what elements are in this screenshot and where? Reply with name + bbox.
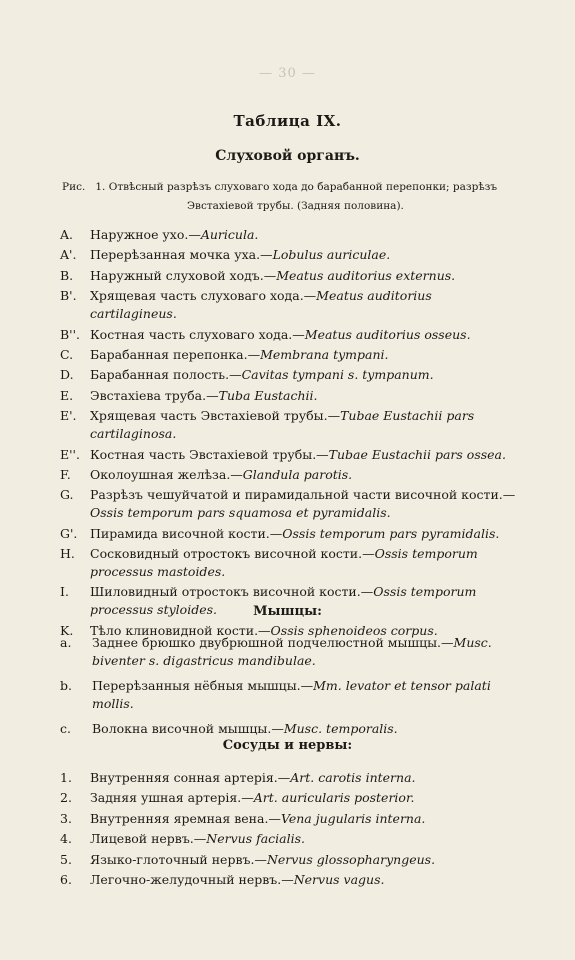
item-label: 2. [60,790,72,806]
item-russian-name: Внутренняя яремная вена.— [90,810,281,826]
item-latin-name: Musc. temporalis. [283,721,398,736]
caption-line-1 [62,178,522,197]
item-russian-name: Заднее брюшко двубрюшной подчелюстной мышцы.— [92,635,454,650]
item-label: 1. [60,770,72,785]
item-label: a. [60,635,72,650]
item-label: B''. [60,326,81,342]
item-russian-name: Языко-глоточный нервъ.— [90,851,267,867]
caption-text-1: Отвѣсный разрѣзъ слуховаго хода до барабанной перепонки; разрѣзъ [108,181,498,193]
item-latin-name: Tubae Eustachii pars ossea. [328,446,506,462]
item-latin-name: Meatus auditorius cartilagineus. [90,288,432,322]
item-russian-name: Пирамида височной кости.— [90,525,283,541]
list-item [60,810,522,828]
list-item [60,407,522,443]
item-latin-name: Nervus vagus. [293,871,385,887]
item-latin-name: Tubae Eustachii pars cartilaginosa. [90,408,475,442]
item-label: E. [60,387,74,403]
item-russian-name: Шиловидный отростокъ височной кости.— [90,584,374,600]
list-item [60,366,522,384]
list-item [60,634,522,670]
list-item [60,246,522,264]
page-number: — 30 — [259,66,316,81]
list-item [60,871,522,889]
item-label: 3. [60,810,72,826]
item-label: A. [60,227,74,242]
item-label: E''. [60,446,80,462]
muscles-list [60,634,522,745]
item-label: D. [60,367,74,383]
item-label: I. [60,584,69,600]
item-russian-name: Перерѣзанныя нёбныя мышцы.— [92,678,314,693]
list-item [60,486,522,522]
item-latin-name: Meatus auditorius externus. [276,267,456,283]
item-russian-name: Околоушная желѣза.— [90,466,243,482]
item-latin-name: Meatus auditorius osseus. [304,326,471,342]
item-label: 4. [60,831,72,847]
item-label: 5. [60,851,72,867]
item-latin-name: Nervus facialis. [206,831,305,847]
list-item [60,677,522,713]
item-russian-name: Внутренняя сонная артерія.— [90,770,291,785]
item-russian-name: Костная часть Эвстахіевой трубы.— [90,446,329,462]
item-latin-name: Ossis sphenoideos corpus. [270,622,438,638]
list-item [60,466,522,484]
item-latin-name: Cavitas tympani s. tympanum. [241,367,434,383]
item-latin-name: Auricula. [200,227,259,242]
item-russian-name: Лицевой нервъ.— [90,831,207,847]
list-item [60,525,522,543]
item-latin-name: Musc. biventer s. digastricus mandibulae. [92,635,492,668]
item-latin-name: Lobulus auriculae. [272,247,391,263]
list-item [60,789,522,807]
muscles-heading: Мышцы: [253,604,322,619]
list-item [60,851,522,869]
item-russian-name: Хрящевая часть Эвстахіевой трубы.— [90,408,341,424]
item-russian-name: Барабанная полость.— [90,367,242,383]
item-russian-name: Наружное ухо.— [90,227,201,242]
list-item [60,769,522,787]
item-latin-name: Art. auricularis posterior. [253,790,415,806]
item-latin-name: Membrana tympani. [260,346,389,362]
item-label: c. [60,721,71,736]
page-title: Таблица IX. [233,112,342,130]
item-latin-name: Ossis temporum pars squamosa et pyramidalis. [90,505,391,521]
item-russian-name: Эвстахіева труба.— [90,387,219,403]
list-item [60,387,522,405]
list-item [60,267,522,285]
item-russian-name: Перерѣзанная мочка уха.— [90,247,273,263]
item-latin-name: Tuba Eustachii. [218,387,318,403]
figure-caption [62,178,522,216]
item-russian-name: Костная часть слуховаго хода.— [90,326,305,342]
item-label: G'. [60,525,78,541]
list-item [60,545,522,581]
item-russian-name: Наружный слуховой ходъ.— [90,267,277,283]
caption-label: Рис. [62,181,86,193]
item-latin-name: Ossis temporum processus mastoides. [90,546,478,580]
item-label: K. [60,622,74,638]
item-russian-name: Легочно-желудочный нервъ.— [90,871,294,887]
caption-line-2: Эвстахіевой трубы. (Задняя половина). [187,200,404,212]
item-label: F. [60,466,71,482]
item-russian-name: Сосковидный отростокъ височной кости.— [90,546,375,562]
item-label: E'. [60,408,77,424]
item-label: B. [60,267,74,283]
item-russian-name: Хрящевая часть слуховаго хода.— [90,288,317,304]
item-latin-name: Ossis temporum processus styloides. [90,584,477,618]
item-russian-name: Барабанная перепонка.— [90,346,261,362]
item-label: A'. [60,247,77,263]
item-latin-name: Nervus glossopharyngeus. [266,851,436,867]
list-item [60,326,522,344]
list-item [60,226,522,244]
item-russian-name: Волокна височной мышцы.— [92,721,284,736]
item-latin-name: Glandula parotis. [242,466,353,482]
list-item [60,720,522,738]
item-latin-name: Art. carotis interna. [290,770,416,785]
list-item [60,446,522,464]
item-label: b. [60,678,72,693]
item-latin-name: Mm. levator et tensor palati mollis. [92,678,491,711]
organ-list [60,226,522,642]
item-latin-name: Vena jugularis interna. [280,810,426,826]
item-russian-name: Тѣло клиновидной кости.— [90,622,271,638]
caption-number: 1. [95,181,106,193]
section-title: Слуховой органъ. [215,148,360,164]
item-russian-name: Задняя ушная артерія.— [90,790,254,806]
list-item [60,346,522,364]
item-label: C. [60,346,74,362]
list-item [60,830,522,848]
item-label: 6. [60,871,72,887]
item-russian-name: Разрѣзъ чешуйчатой и пирамидальной части височной кости.— [90,487,516,503]
item-label: G. [60,487,74,503]
item-latin-name: Ossis temporum pars pyramidalis. [282,525,500,541]
item-label: B'. [60,288,77,304]
list-item [60,287,522,323]
item-label: H. [60,546,75,562]
vessels-heading: Сосуды и нервы: [222,738,353,753]
vessels-list [60,769,522,891]
